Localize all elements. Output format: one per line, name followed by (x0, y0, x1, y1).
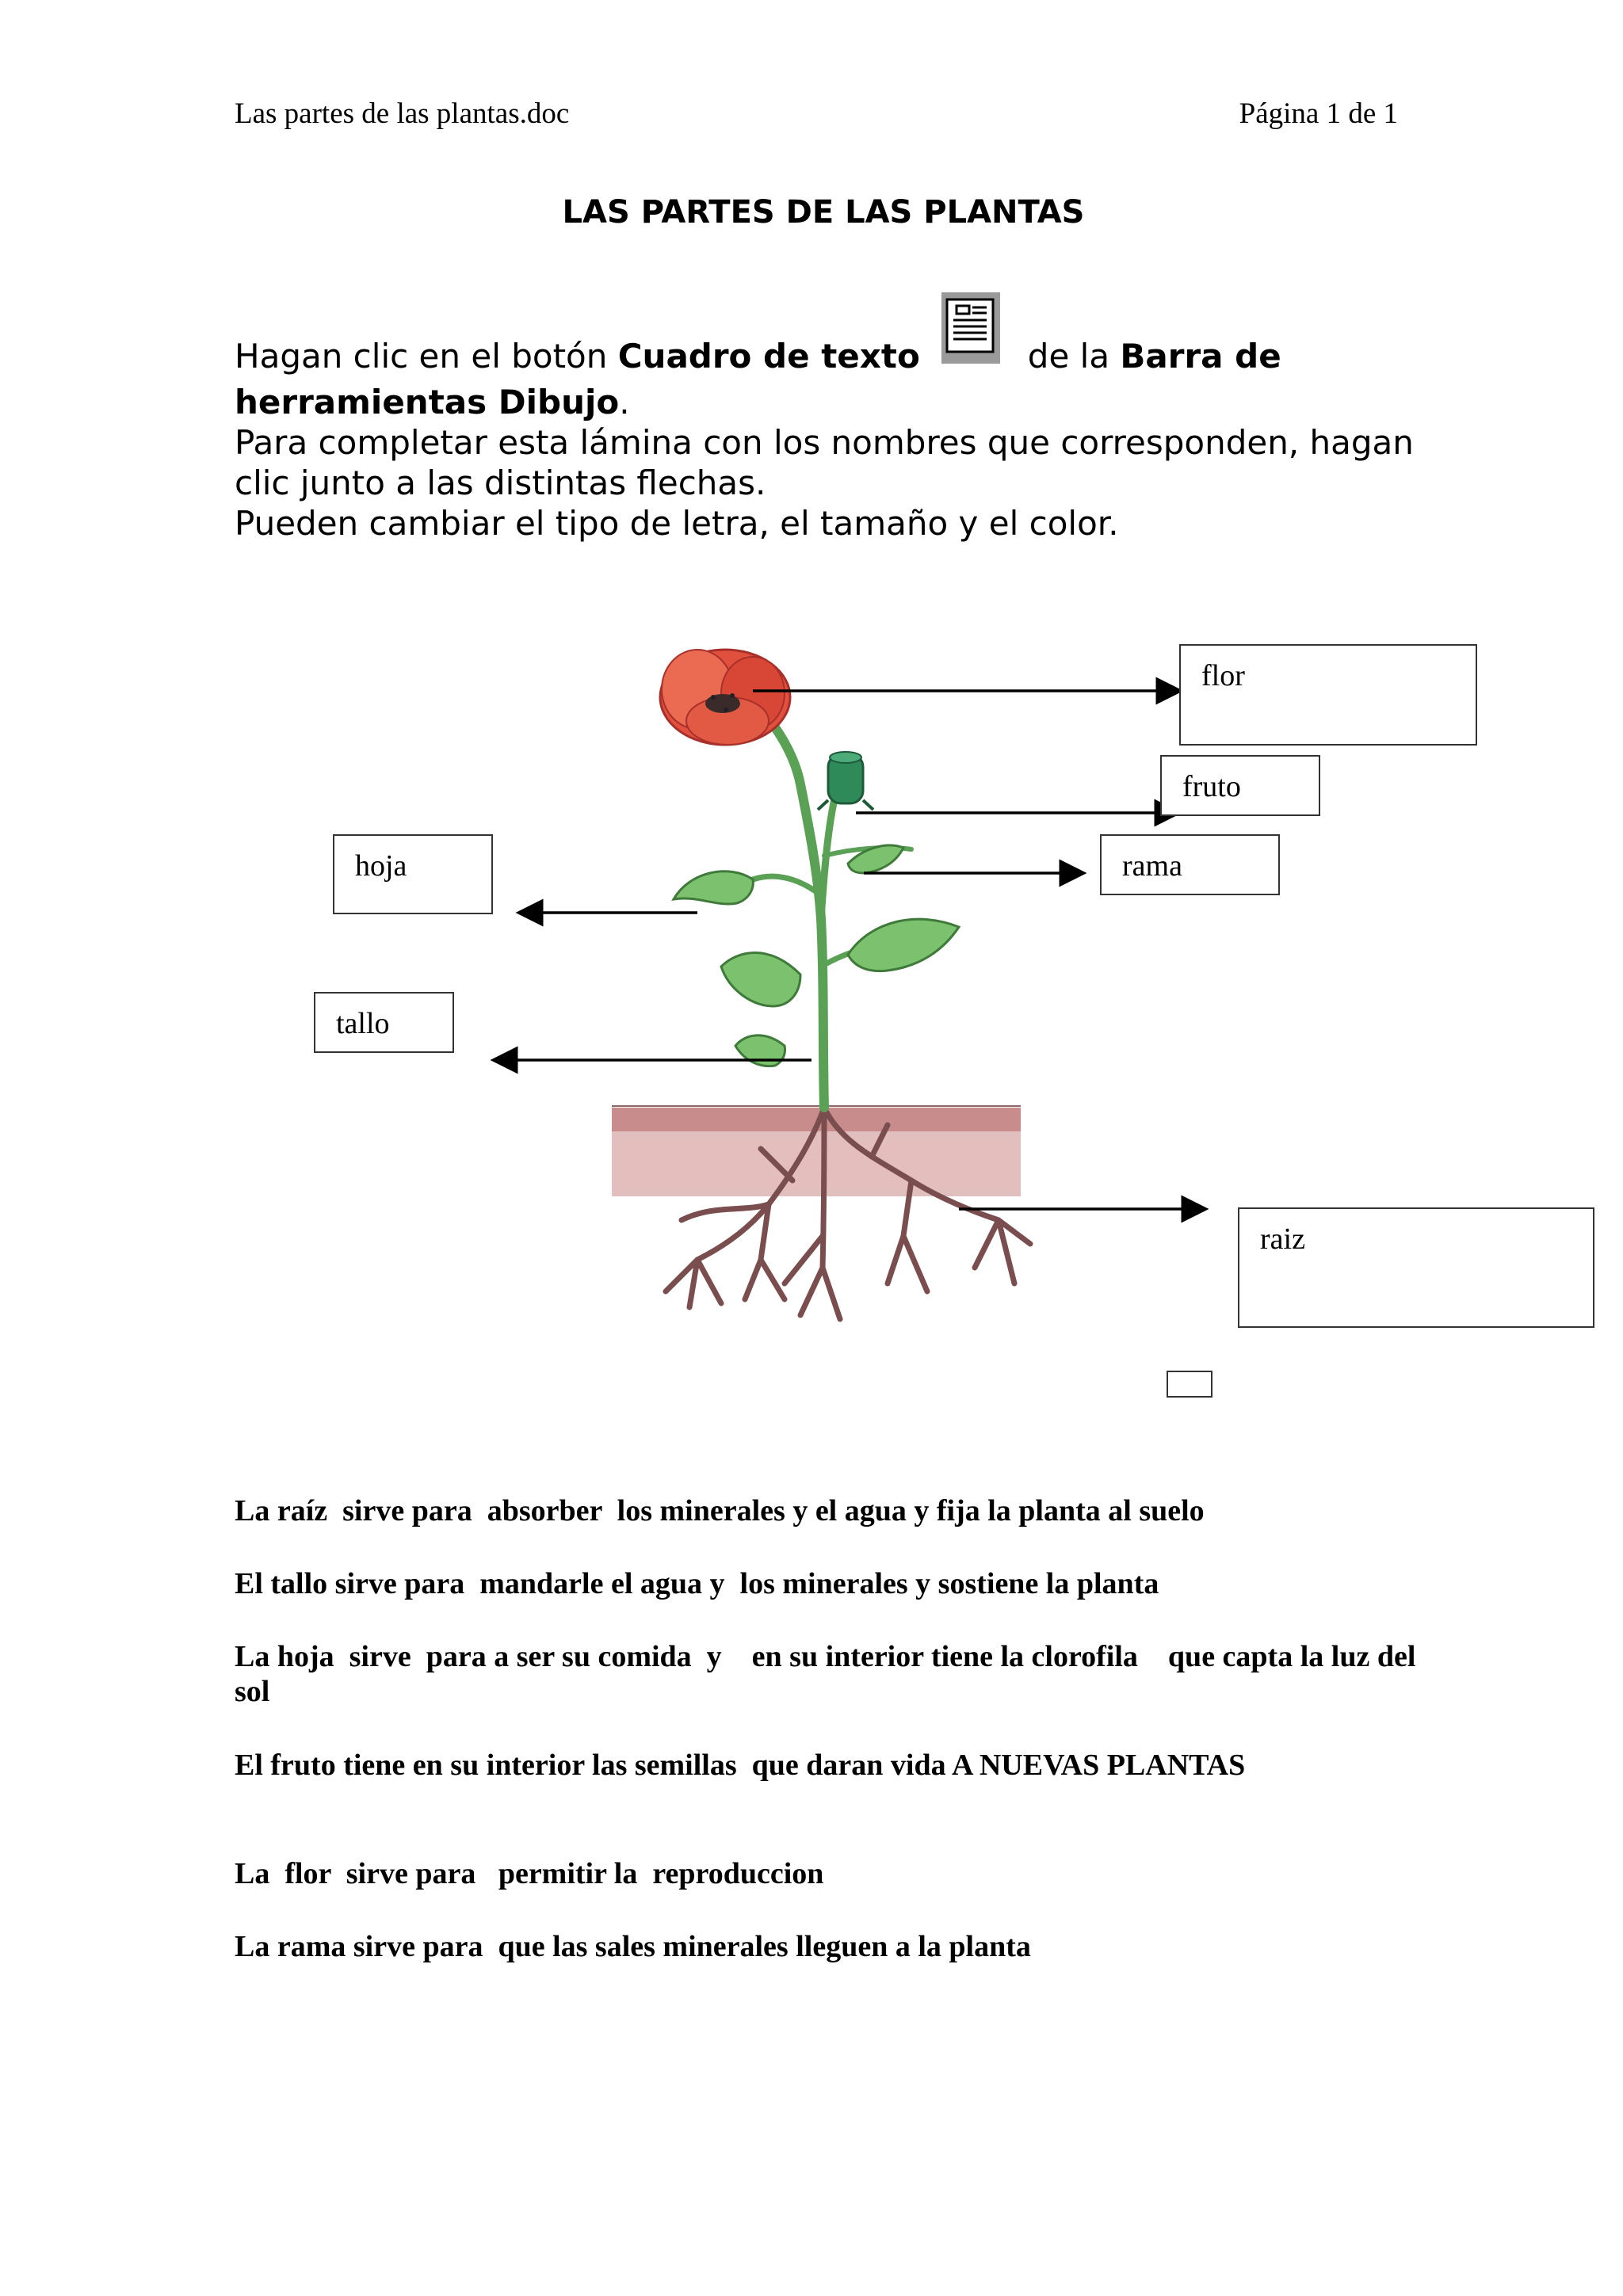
label-text-rama: rama (1122, 849, 1182, 883)
description-raiz: La raíz sirve para absorber los minerales y el agua y fija la planta al suelo (235, 1494, 1205, 1527)
instruction-text: de la (1027, 337, 1121, 376)
label-text-fruto: fruto (1182, 770, 1241, 803)
description-fruto: El fruto tiene en su interior las semillas que daran vida A NUEVAS PLANTAS (235, 1749, 1246, 1782)
label-box-flor[interactable] (1179, 644, 1477, 746)
instruction-line-2: Para completar esta lámina con los nombres que corresponden, hagan clic junto a las distintas flechas. (235, 423, 1414, 502)
description-rama: La rama sirve para que las sales minerales lleguen a la planta (235, 1930, 1031, 1963)
empty-text-box[interactable] (1167, 1371, 1212, 1398)
instruction-text: Hagan clic en el botón (235, 337, 618, 376)
label-box-raiz[interactable] (1238, 1207, 1594, 1328)
label-box-rama[interactable] (1100, 834, 1280, 895)
page-title: LAS PARTES DE LAS PLANTAS (562, 194, 1085, 231)
instruction-text: . (619, 383, 630, 421)
instruction-bold-text-box: Cuadro de texto (617, 337, 920, 376)
instruction-bold-toolbar: Barra de herramientas Dibujo (235, 337, 1281, 421)
description-flor: La flor sirve para permitir la reproduccion (235, 1857, 824, 1890)
label-box-fruto[interactable] (1160, 755, 1320, 816)
instruction-line-3: Pueden cambiar el tipo de letra, el tamaño y el color. (235, 504, 1119, 543)
label-box-hoja[interactable] (333, 834, 493, 914)
label-text-tallo: tallo (336, 1007, 390, 1040)
label-text-hoja: hoja (355, 849, 407, 883)
label-text-raiz: raiz (1260, 1222, 1305, 1256)
description-tallo: El tallo sirve para mandarle el agua y los minerales y sostiene la planta (235, 1567, 1159, 1600)
description-hoja: La hoja sirve para a ser su comida y en su interior tiene la clorofila que capta la luz del sol (235, 1640, 1423, 1708)
label-box-tallo[interactable] (314, 992, 454, 1053)
label-text-flor: flor (1201, 659, 1245, 692)
header-filename: Las partes de las plantas.doc (235, 97, 570, 130)
header-page-number: Página 1 de 1 (1239, 97, 1398, 130)
